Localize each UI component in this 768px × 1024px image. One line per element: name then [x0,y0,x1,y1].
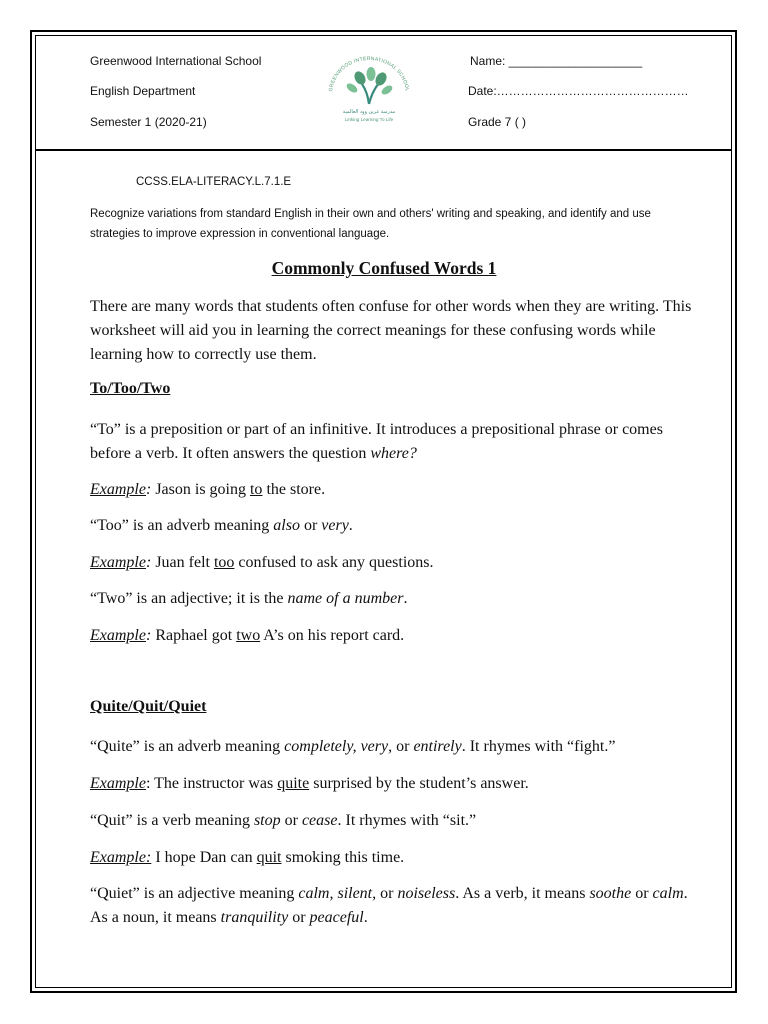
grade-field[interactable]: Grade 7 ( ) [468,115,527,129]
logo-tagline: Linking Learning To Life [344,117,394,122]
standard-code: CCSS.ELA-LITERACY.L.7.1.E [136,176,292,188]
department-name: English Department [90,84,196,98]
header-divider [35,149,732,151]
logo-tree-icon [345,67,394,104]
quite-definition: “Quite” is an adverb meaning completely, very, or entirely. It rhymes with “fight.” [90,738,616,755]
section-heading-quite-quit-quiet: Quite/Quit/Quiet [90,698,207,715]
standard-description: Recognize variations from standard English in their own and others' writing and speaking, and identify and use strategies to improve expression in conventional language. [90,208,651,240]
example-quit: Example: I hope Dan can quit smoking this time. [90,849,405,866]
date-field[interactable]: Date:………………………………………… [468,84,689,98]
name-field[interactable]: Name: ____________________ [470,54,643,68]
section-heading-to-too-two: To/Too/Two [90,380,171,397]
two-definition: “Two” is an adjective; it is the name of a number. [90,590,408,607]
semester-label: Semester 1 (2020-21) [90,115,207,129]
example-too: Example: Juan felt too confused to ask any questions. [90,554,434,571]
school-logo [322,54,416,128]
intro-paragraph: There are many words that students often confuse for other words when they are writing. This worksheet will aid you in learning the correct meanings for these confusing words while learning how to correctly use them. [90,298,692,363]
logo-arc-text: GREENWOOD INTERNATIONAL SCHOOL [328,55,410,92]
quiet-definition: “Quiet” is an adjective meaning calm, silent, or noiseless. As a verb, it means soothe or calm. As a noun, it means tranquility or peaceful. [90,885,688,926]
example-to: Example: Jason is going to the store. [90,481,326,498]
example-quite: Example: The instructor was quite surprised by the student’s answer. [90,775,529,792]
logo-arabic-text: مدرسة غرين وود العالمية [342,109,396,115]
school-name: Greenwood International School [90,54,262,68]
example-two: Example: Raphael got two A’s on his report card. [90,627,405,644]
to-definition: “To” is a preposition or part of an infinitive. It introduces a prepositional phrase or comes before a verb. It often answers the question where? [90,421,663,462]
quit-definition: “Quit” is a verb meaning stop or cease. It rhymes with “sit.” [90,812,477,829]
worksheet-title: Commonly Confused Words 1 [271,258,497,278]
too-definition: “Too” is an adverb meaning also or very. [90,517,353,534]
